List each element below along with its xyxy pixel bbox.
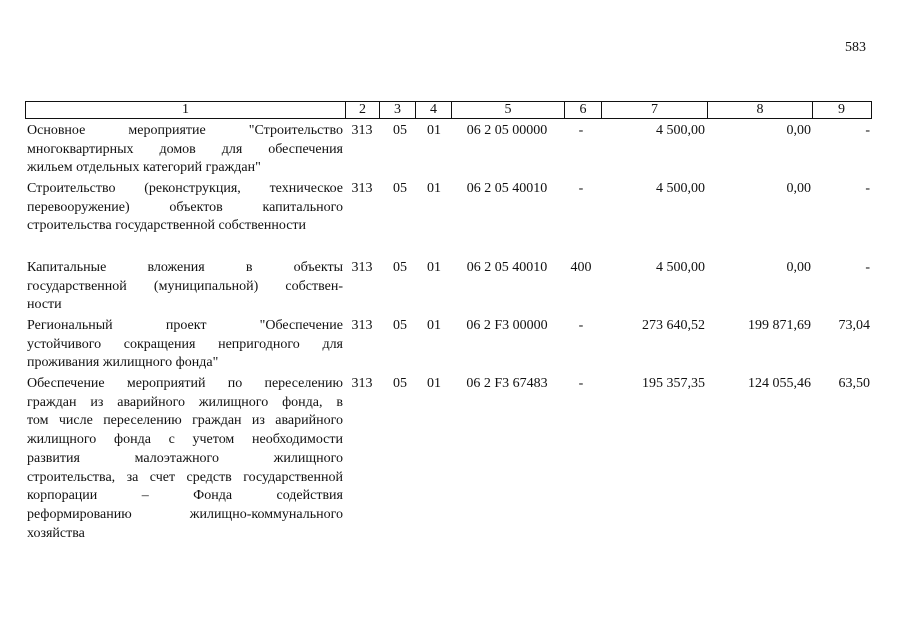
header-col-6: 6 xyxy=(564,102,601,118)
cell-percent: - xyxy=(865,260,870,275)
cell-amount-actual: 0,00 xyxy=(786,181,811,196)
cell-amount-plan: 4 500,00 xyxy=(656,123,705,138)
cell-amount-plan: 4 500,00 xyxy=(656,181,705,196)
description-line: граждан из аварийного жилищного фонда, в xyxy=(27,394,343,410)
header-col-9: 9 xyxy=(812,102,870,118)
cell-target-article: 06 2 F3 00000 xyxy=(466,318,548,333)
cell-target-article: 06 2 05 00000 xyxy=(466,123,548,138)
description-line: строительства, за счет средств государственной xyxy=(27,469,343,485)
cell-expense-type: - xyxy=(578,181,584,196)
row-description xyxy=(27,317,343,373)
row-description xyxy=(27,180,343,236)
header-col-5: 5 xyxy=(451,102,564,118)
header-col-4: 4 xyxy=(415,102,451,118)
description-line: устойчивого сокращения непригодного для xyxy=(27,336,343,352)
cell-expense-type: - xyxy=(578,376,584,391)
description-line: развития малоэтажного жилищного xyxy=(27,450,343,466)
cell-percent: 63,50 xyxy=(838,376,870,391)
cell-subsection: 01 xyxy=(427,260,441,275)
cell-target-article: 06 2 05 40010 xyxy=(466,181,548,196)
cell-amount-plan: 195 357,35 xyxy=(642,376,705,391)
cell-admin-code: 313 xyxy=(351,181,373,196)
description-line: жильем отдельных категорий граждан" xyxy=(27,160,261,176)
cell-section: 05 xyxy=(393,123,407,138)
description-line: многоквартирных домов для обеспечения xyxy=(27,141,343,157)
description-line: перевооружение) объектов капитального xyxy=(27,199,343,215)
cell-percent: - xyxy=(865,123,870,138)
cell-section: 05 xyxy=(393,260,407,275)
cell-subsection: 01 xyxy=(427,376,441,391)
cell-amount-actual: 0,00 xyxy=(786,123,811,138)
description-line: том числе переселению граждан из аварийного xyxy=(27,413,343,429)
description-line: жилищного фонда с учетом необходимости xyxy=(27,432,343,448)
description-line: хозяйства xyxy=(27,525,85,541)
header-col-1: 1 xyxy=(182,102,189,117)
page-number: 583 xyxy=(845,40,866,55)
table-header-row xyxy=(25,101,872,119)
cell-amount-actual: 199 871,69 xyxy=(748,318,811,333)
cell-expense-type: - xyxy=(578,123,584,138)
cell-target-article: 06 2 F3 67483 xyxy=(466,376,548,391)
description-line: реформированию жилищно-коммунального xyxy=(27,506,343,522)
cell-subsection: 01 xyxy=(427,181,441,196)
description-line: Строительство (реконструкция, техническое xyxy=(27,181,343,196)
cell-expense-type: - xyxy=(578,318,584,333)
cell-target-article: 06 2 05 40010 xyxy=(466,260,548,275)
row-description xyxy=(27,122,343,178)
header-col-3: 3 xyxy=(379,102,415,118)
header-col-7: 7 xyxy=(601,102,707,118)
cell-amount-actual: 0,00 xyxy=(786,260,811,275)
cell-percent: 73,04 xyxy=(838,318,870,333)
budget-table xyxy=(25,101,872,541)
cell-admin-code: 313 xyxy=(351,376,373,391)
cell-section: 05 xyxy=(393,181,407,196)
row-description xyxy=(27,375,343,543)
description-line: Обеспечение мероприятий по переселению xyxy=(27,376,343,391)
cell-section: 05 xyxy=(393,318,407,333)
cell-percent: - xyxy=(865,181,870,196)
description-line: строительства государственной собственности xyxy=(27,218,307,234)
cell-amount-actual: 124 055,46 xyxy=(748,376,811,391)
header-col-2: 2 xyxy=(345,102,379,118)
cell-subsection: 01 xyxy=(427,318,441,333)
description-line: корпорации – Фонда содействия xyxy=(27,488,343,504)
cell-admin-code: 313 xyxy=(351,260,373,275)
cell-amount-plan: 273 640,52 xyxy=(642,318,705,333)
description-line: Капитальные вложения в объекты xyxy=(27,260,343,275)
cell-section: 05 xyxy=(393,376,407,391)
cell-admin-code: 313 xyxy=(351,123,373,138)
description-line: ности xyxy=(27,297,62,313)
description-line: государственной (муниципальной) собствен- xyxy=(27,278,343,294)
cell-admin-code: 313 xyxy=(351,318,373,333)
description-line: Региональный проект "Обеспечение xyxy=(27,318,343,333)
header-col-8: 8 xyxy=(707,102,812,118)
cell-expense-type: 400 xyxy=(570,260,592,275)
cell-amount-plan: 4 500,00 xyxy=(656,260,705,275)
description-line: Основное мероприятие "Строительство xyxy=(27,123,343,138)
cell-subsection: 01 xyxy=(427,123,441,138)
description-line: проживания жилищного фонда" xyxy=(27,355,219,371)
row-description xyxy=(27,259,343,315)
